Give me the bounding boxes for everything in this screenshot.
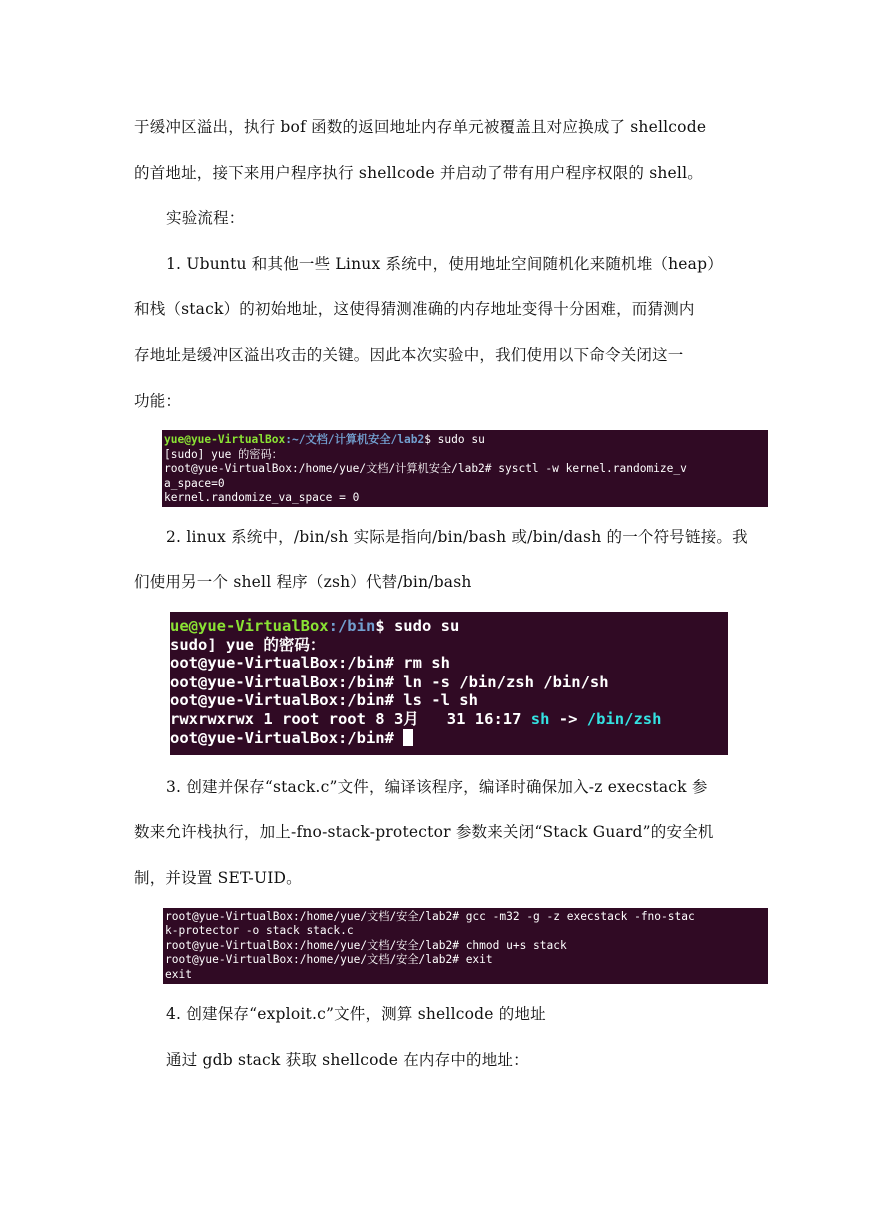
terminal-command: $ sudo su xyxy=(375,617,460,635)
paragraph-line: 功能： xyxy=(134,392,182,410)
paragraph-line: 存地址是缓冲区溢出攻击的关键。因此本次实验中，我们使用以下命令关闭这一 xyxy=(134,346,684,364)
paragraph-line: 数来允许栈执行，加上-fno-stack-protector 参数来关闭“Stack Guard”的安全机 xyxy=(134,823,714,841)
paragraph-line: 的首地址，接下来用户程序执行 shellcode 并启动了带有用户程序权限的 shell。 xyxy=(134,164,703,182)
terminal-line: root@yue-VirtualBox:/home/yue/文档/计算机安全/lab2# sysctl -w kernel.randomize_v xyxy=(164,462,687,476)
symlink-arrow: -> xyxy=(549,709,587,728)
terminal-prompt: ue@yue-VirtualBox xyxy=(170,617,329,635)
terminal-line: root@yue-VirtualBox:/home/yue/文档/安全/lab2# gcc -m32 -g -z execstack -fno-stac xyxy=(165,910,695,923)
terminal-line xyxy=(164,433,768,448)
terminal-command: $ sudo su xyxy=(424,433,485,446)
terminal-path: :/bin xyxy=(328,617,376,635)
paragraph-line: 和栈（stack）的初始地址，这使得猜测准确的内存地址变得十分困难，而猜测内 xyxy=(134,300,695,318)
terminal-line: oot@yue-VirtualBox:/bin# rm sh xyxy=(170,654,450,673)
terminal-line xyxy=(170,729,728,748)
terminal-prompt: oot@yue-VirtualBox:/bin# xyxy=(170,728,404,747)
paragraph-line: 通过 gdb stack 获取 shellcode 在内存中的地址： xyxy=(166,1051,529,1069)
terminal-prompt: yue@yue-VirtualBox xyxy=(164,433,286,446)
terminal-path: :~/文档/计算机安全/lab2 xyxy=(285,433,425,446)
terminal-line: oot@yue-VirtualBox:/bin# ln -s /bin/zsh /bin/sh xyxy=(170,672,609,691)
step-4-line: 4. 创建保存“exploit.c”文件，测算 shellcode 的地址 xyxy=(166,1005,546,1023)
terminal-line: oot@yue-VirtualBox:/bin# ls -l sh xyxy=(170,691,478,710)
terminal-line: sudo] yue 的密码： xyxy=(170,635,326,654)
terminal-line: exit xyxy=(165,967,192,981)
file-listing: rwxrwxrwx 1 root root 8 3月 31 16:17 xyxy=(170,709,531,728)
terminal-cursor xyxy=(403,729,413,746)
symlink-target: /bin/zsh xyxy=(586,709,662,728)
paragraph-line: 制，并设置 SET-UID。 xyxy=(134,869,302,887)
terminal-screenshot-3 xyxy=(163,908,768,984)
terminal-line: root@yue-VirtualBox:/home/yue/文档/安全/lab2# chmod u+s stack xyxy=(165,938,567,952)
step-3-line: 3. 创建并保存“stack.c”文件，编译该程序，编译时确保加入-z execstack 参 xyxy=(166,778,708,796)
terminal-screenshot-1 xyxy=(162,430,768,507)
terminal-line xyxy=(170,710,728,729)
paragraph-line: 于缓冲区溢出，执行 bof 函数的返回地址内存单元被覆盖且对应换成了 shellcode xyxy=(134,118,707,136)
step-2-line: 2. linux 系统中，/bin/sh 实际是指向/bin/bash 或/bin/dash 的一个符号链接。我 xyxy=(166,528,748,546)
symlink-name: sh xyxy=(530,709,550,728)
terminal-line: a_space=0 xyxy=(164,476,225,490)
terminal-line: root@yue-VirtualBox:/home/yue/文档/安全/lab2# exit xyxy=(165,953,493,967)
terminal-screenshot-2 xyxy=(170,612,728,755)
section-heading: 实验流程： xyxy=(166,209,245,227)
terminal-line: [sudo] yue 的密码： xyxy=(164,447,283,461)
terminal-line: k-protector -o stack stack.c xyxy=(165,924,354,938)
step-1-line: 1. Ubuntu 和其他一些 Linux 系统中，使用地址空间随机化来随机堆（heap） xyxy=(166,255,723,273)
terminal-line: kernel.randomize_va_space = 0 xyxy=(164,491,360,505)
terminal-line xyxy=(170,617,728,636)
paragraph-line: 们使用另一个 shell 程序（zsh）代替/bin/bash xyxy=(134,573,472,591)
